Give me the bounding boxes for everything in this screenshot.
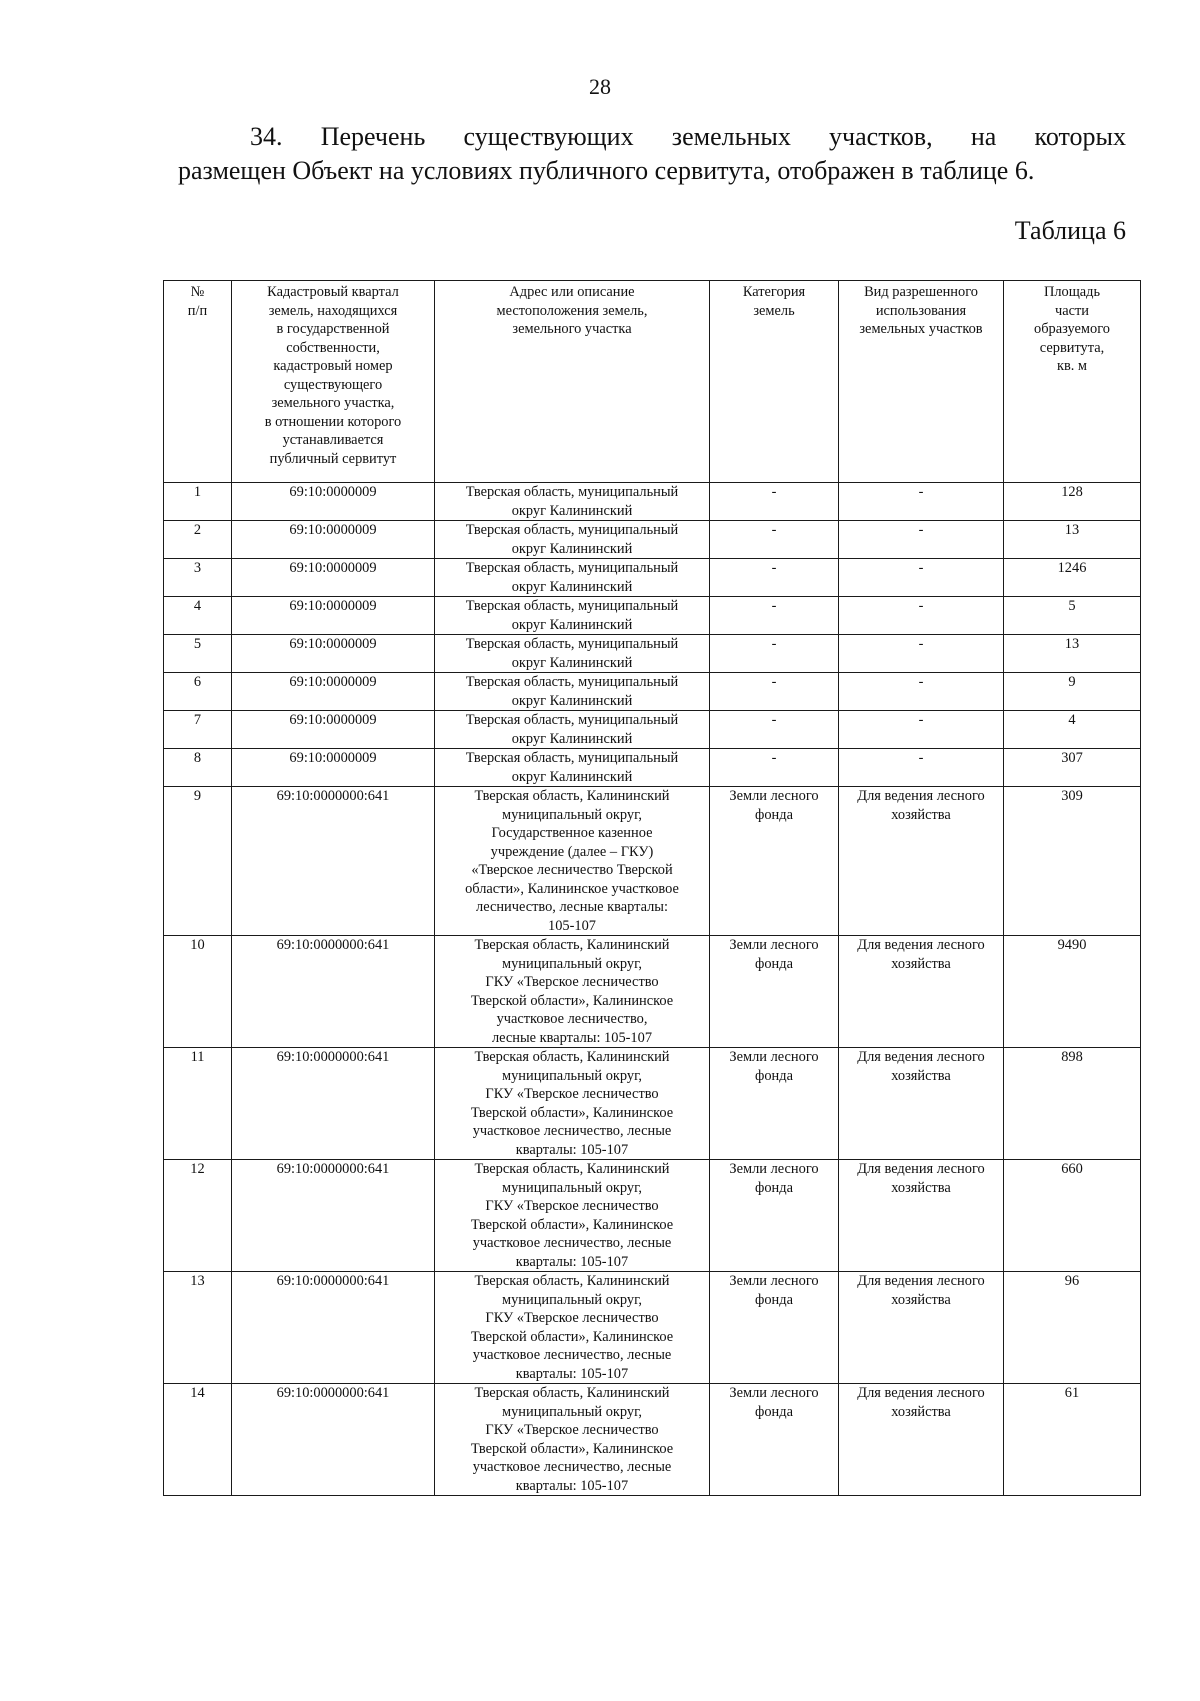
cell-cadastral: 69:10:0000000:641	[232, 936, 435, 1048]
cell-cadastral: 69:10:0000000:641	[232, 1160, 435, 1272]
cell-use: -	[839, 673, 1004, 711]
cell-area: 9	[1004, 673, 1141, 711]
cell-use: -	[839, 711, 1004, 749]
table-row	[164, 1384, 1141, 1496]
cell-number: 5	[164, 635, 232, 673]
cell-cadastral: 69:10:0000000:641	[232, 787, 435, 936]
cell-address: Тверская область, муниципальный округ Калининский	[435, 559, 710, 597]
cell-use: -	[839, 559, 1004, 597]
cell-cadastral: 69:10:0000009	[232, 597, 435, 635]
table-row	[164, 1272, 1141, 1384]
cell-cadastral: 69:10:0000009	[232, 749, 435, 787]
cell-number: 8	[164, 749, 232, 787]
cell-use: -	[839, 597, 1004, 635]
table-row	[164, 936, 1141, 1048]
cell-number: 7	[164, 711, 232, 749]
cell-use: -	[839, 635, 1004, 673]
cell-area: 898	[1004, 1048, 1141, 1160]
cell-area: 1246	[1004, 559, 1141, 597]
cell-address: Тверская область, Калининский муниципальный округ, ГКУ «Тверское лесничество Тверской области», Калининское участковое лесничество, лесные кварталы: 105-107	[435, 1272, 710, 1384]
cell-category: -	[710, 483, 839, 521]
cell-address: Тверская область, муниципальный округ Калининский	[435, 597, 710, 635]
cell-address: Тверская область, муниципальный округ Калининский	[435, 711, 710, 749]
cell-cadastral: 69:10:0000009	[232, 483, 435, 521]
cell-area: 96	[1004, 1272, 1141, 1384]
header-address: Адрес или описание местоположения земель, земельного участка	[435, 281, 710, 483]
cell-use: Для ведения лесного хозяйства	[839, 787, 1004, 936]
cell-cadastral: 69:10:0000000:641	[232, 1048, 435, 1160]
cell-number: 11	[164, 1048, 232, 1160]
cell-use: Для ведения лесного хозяйства	[839, 936, 1004, 1048]
cell-use: Для ведения лесного хозяйства	[839, 1272, 1004, 1384]
cell-cadastral: 69:10:0000009	[232, 711, 435, 749]
land-plots-table	[163, 280, 1141, 1496]
cell-cadastral: 69:10:0000009	[232, 673, 435, 711]
cell-cadastral: 69:10:0000009	[232, 559, 435, 597]
cell-address: Тверская область, муниципальный округ Калининский	[435, 673, 710, 711]
cell-area: 5	[1004, 597, 1141, 635]
header-area: Площадь части образуемого сервитута, кв. м	[1004, 281, 1141, 483]
cell-number: 12	[164, 1160, 232, 1272]
cell-category: Земли лесного фонда	[710, 1384, 839, 1496]
header-cadastral: Кадастровый квартал земель, находящихся в государственной собственности, кадастровый номер существующего земельного участка, в отношении которого устанавливается публичный сервитут	[232, 281, 435, 483]
cell-cadastral: 69:10:0000009	[232, 521, 435, 559]
table-row	[164, 483, 1141, 521]
cell-area: 660	[1004, 1160, 1141, 1272]
cell-category: Земли лесного фонда	[710, 1272, 839, 1384]
table-row	[164, 635, 1141, 673]
cell-area: 307	[1004, 749, 1141, 787]
header-number: № п/п	[164, 281, 232, 483]
cell-cadastral: 69:10:0000000:641	[232, 1384, 435, 1496]
cell-category: -	[710, 635, 839, 673]
intro-paragraph	[178, 120, 1126, 188]
header-use: Вид разрешенного использования земельных участков	[839, 281, 1004, 483]
cell-category: -	[710, 673, 839, 711]
cell-address: Тверская область, Калининский муниципальный округ, ГКУ «Тверское лесничество Тверской области», Калининское участковое лесничество, лесные кварталы: 105-107	[435, 936, 710, 1048]
table-row	[164, 597, 1141, 635]
cell-category: Земли лесного фонда	[710, 1048, 839, 1160]
table-header-row	[164, 281, 1141, 483]
table-row	[164, 749, 1141, 787]
intro-line-1: 34. Перечень существующих земельных участков, на которых	[250, 122, 1126, 151]
cell-number: 3	[164, 559, 232, 597]
cell-use: -	[839, 483, 1004, 521]
table-row	[164, 1160, 1141, 1272]
cell-area: 9490	[1004, 936, 1141, 1048]
cell-category: -	[710, 711, 839, 749]
cell-area: 13	[1004, 521, 1141, 559]
cell-use: Для ведения лесного хозяйства	[839, 1384, 1004, 1496]
cell-number: 9	[164, 787, 232, 936]
cell-area: 4	[1004, 711, 1141, 749]
cell-cadastral: 69:10:0000000:641	[232, 1272, 435, 1384]
cell-number: 6	[164, 673, 232, 711]
cell-number: 1	[164, 483, 232, 521]
cell-category: Земли лесного фонда	[710, 936, 839, 1048]
cell-category: -	[710, 559, 839, 597]
table-row	[164, 559, 1141, 597]
cell-address: Тверская область, муниципальный округ Калининский	[435, 749, 710, 787]
table-row	[164, 787, 1141, 936]
cell-use: -	[839, 521, 1004, 559]
cell-area: 309	[1004, 787, 1141, 936]
cell-number: 4	[164, 597, 232, 635]
table-row	[164, 673, 1141, 711]
intro-line-2: размещен Объект на условиях публичного сервитута, отображен в таблице 6.	[178, 156, 1035, 185]
table-body	[164, 483, 1141, 1496]
cell-category: -	[710, 597, 839, 635]
cell-use: Для ведения лесного хозяйства	[839, 1160, 1004, 1272]
cell-address: Тверская область, муниципальный округ Калининский	[435, 521, 710, 559]
page-number: 28	[589, 74, 611, 99]
header-category: Категория земель	[710, 281, 839, 483]
cell-category: Земли лесного фонда	[710, 1160, 839, 1272]
cell-cadastral: 69:10:0000009	[232, 635, 435, 673]
table-row	[164, 1048, 1141, 1160]
table-caption: Таблица 6	[1014, 216, 1126, 245]
cell-number: 13	[164, 1272, 232, 1384]
table-row	[164, 711, 1141, 749]
cell-area: 61	[1004, 1384, 1141, 1496]
cell-use: -	[839, 749, 1004, 787]
cell-number: 2	[164, 521, 232, 559]
cell-category: -	[710, 749, 839, 787]
cell-number: 14	[164, 1384, 232, 1496]
cell-address: Тверская область, муниципальный округ Калининский	[435, 635, 710, 673]
cell-area: 13	[1004, 635, 1141, 673]
cell-address: Тверская область, Калининский муниципальный округ, ГКУ «Тверское лесничество Тверской области», Калининское участковое лесничество, лесные кварталы: 105-107	[435, 1384, 710, 1496]
cell-area: 128	[1004, 483, 1141, 521]
cell-use: Для ведения лесного хозяйства	[839, 1048, 1004, 1160]
cell-address: Тверская область, Калининский муниципальный округ, ГКУ «Тверское лесничество Тверской области», Калининское участковое лесничество, лесные кварталы: 105-107	[435, 1160, 710, 1272]
cell-address: Тверская область, муниципальный округ Калининский	[435, 483, 710, 521]
cell-number: 10	[164, 936, 232, 1048]
cell-address: Тверская область, Калининский муниципальный округ, Государственное казенное учреждение (далее – ГКУ) «Тверское лесничество Тверской области», Калининское участковое лесничество, лесные кварталы: 105-107	[435, 787, 710, 936]
cell-address: Тверская область, Калининский муниципальный округ, ГКУ «Тверское лесничество Тверской области», Калининское участковое лесничество, лесные кварталы: 105-107	[435, 1048, 710, 1160]
cell-category: Земли лесного фонда	[710, 787, 839, 936]
cell-category: -	[710, 521, 839, 559]
table-row	[164, 521, 1141, 559]
